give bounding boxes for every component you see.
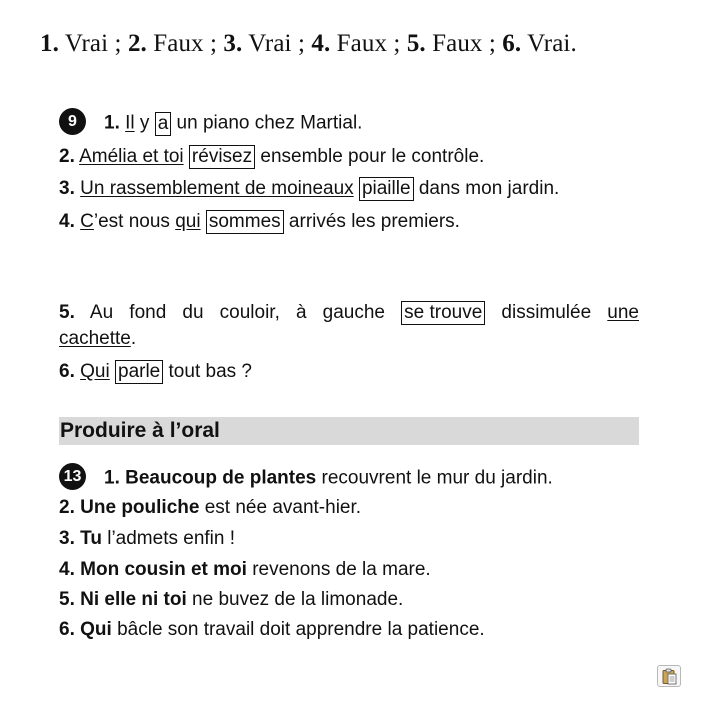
subject: Un rassemblement de moineaux <box>80 178 354 199</box>
answer-item-5: 5. Faux ; <box>406 30 503 57</box>
ex9-line-2: 2. Amélia et toi révisez ensemble pour le contrôle. <box>59 146 485 167</box>
subject: Amélia et toi <box>79 146 184 167</box>
ex9-line-6: 6. Qui parle tout bas ? <box>59 361 252 382</box>
clipboard-icon[interactable] <box>657 665 681 687</box>
answer-item-2: 2. Faux ; <box>127 30 224 57</box>
verb-box: se trouve <box>401 301 485 325</box>
exercise-9-badge: 9 <box>59 108 86 135</box>
exercise-13-badge: 13 <box>59 463 86 490</box>
verb-box: révisez <box>189 145 255 169</box>
ex9-line-4: 4. C’est nous qui sommes arrivés les premiers. <box>59 211 460 232</box>
ex13-line-6: 6. Qui bâcle son travail doit apprendre la patience. <box>59 619 485 640</box>
ex9-line-5-cont: cachette. <box>59 328 137 349</box>
section-header: Produire à l’oral <box>59 417 639 445</box>
answers-line <box>40 30 577 58</box>
subject: Il <box>125 112 135 134</box>
verb-box: sommes <box>206 210 284 234</box>
ex13-line-1: 13 1. Beaucoup de plantes recouvrent le mur du jardin. <box>59 465 553 492</box>
subject: C <box>80 211 94 232</box>
ex13-line-2: 2. Une pouliche est née avant-hier. <box>59 497 362 518</box>
ex9-line-3: 3. Un rassemblement de moineaux piaille dans mon jardin. <box>59 178 560 199</box>
answer-item-1: 1. Vrai ; <box>40 30 128 57</box>
ex9-line-5: 5. Au fond du couloir, à gauche se trouve dissimulée une <box>59 302 639 323</box>
answer-item-6: 6. Vrai. <box>502 30 577 57</box>
subject: Qui <box>80 361 110 382</box>
verb-box: piaille <box>359 177 414 201</box>
verb-box: a <box>155 112 172 136</box>
subject-relative: qui <box>175 211 201 232</box>
verb-box: parle <box>115 360 163 384</box>
ex13-line-3: 3. Tu l’admets enfin ! <box>59 528 236 549</box>
ex13-line-4: 4. Mon cousin et moi revenons de la mare. <box>59 559 431 580</box>
subject: une <box>607 302 639 323</box>
answer-item-3: 3. Vrai ; <box>223 30 312 57</box>
answer-item-4: 4. Faux ; <box>311 30 407 57</box>
ex9-line-1: 9 1. Il y a un piano chez Martial. <box>59 110 362 137</box>
ex13-line-5: 5. Ni elle ni toi ne buvez de la limonade. <box>59 589 404 610</box>
subject: cachette <box>59 328 131 349</box>
